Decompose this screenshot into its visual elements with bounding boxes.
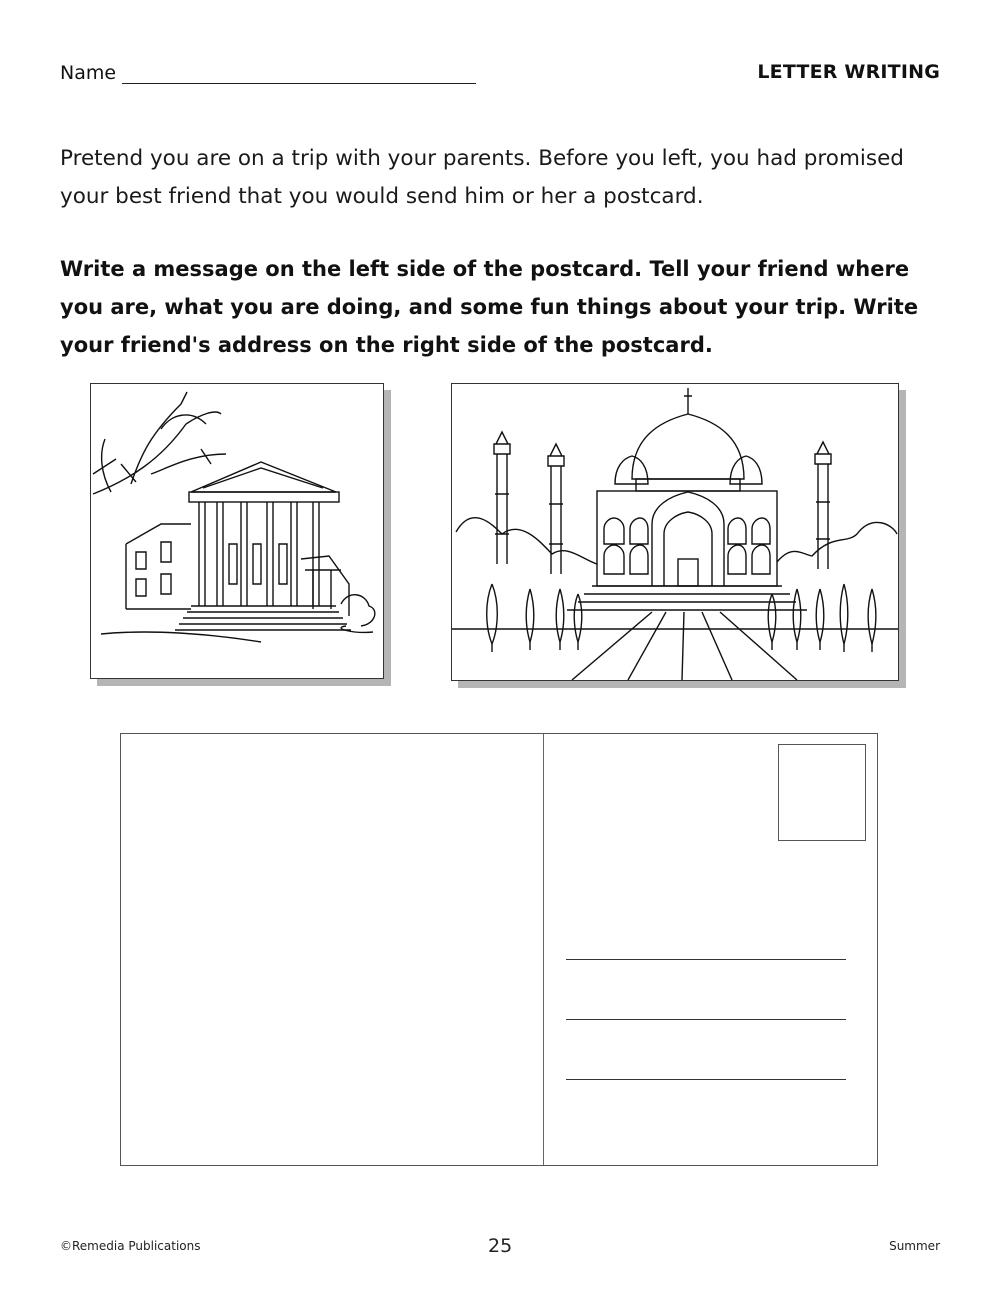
- address-line-1[interactable]: [566, 959, 846, 960]
- instructions-paragraph: Write a message on the left side of the postcard. Tell your friend where you are, what you are doing, and some fun things about your trip. Write your friend's address on the right side of the postcard.: [60, 257, 919, 357]
- postcard-divider: [543, 734, 544, 1165]
- name-label: Name: [60, 62, 117, 84]
- address-line-2[interactable]: [566, 1019, 846, 1020]
- message-area[interactable]: [122, 735, 542, 1163]
- intro-paragraph: Pretend you are on a trip with your parents. Before you left, you had promised your best friend that you would send him or her a postcard.: [60, 146, 904, 209]
- footer-season: Summer: [889, 1239, 940, 1253]
- building-illustration: [90, 383, 384, 679]
- building-drawing: [91, 384, 383, 678]
- taj-mahal-illustration: [451, 383, 899, 681]
- name-input-line[interactable]: [122, 83, 476, 84]
- address-line-3[interactable]: [566, 1079, 846, 1080]
- footer-page-number: 25: [488, 1235, 513, 1257]
- stamp-box: [778, 744, 866, 841]
- taj-mahal-drawing: [452, 384, 898, 680]
- worksheet-type-heading: LETTER WRITING: [757, 61, 940, 83]
- footer-publisher: ©Remedia Publications: [60, 1239, 201, 1253]
